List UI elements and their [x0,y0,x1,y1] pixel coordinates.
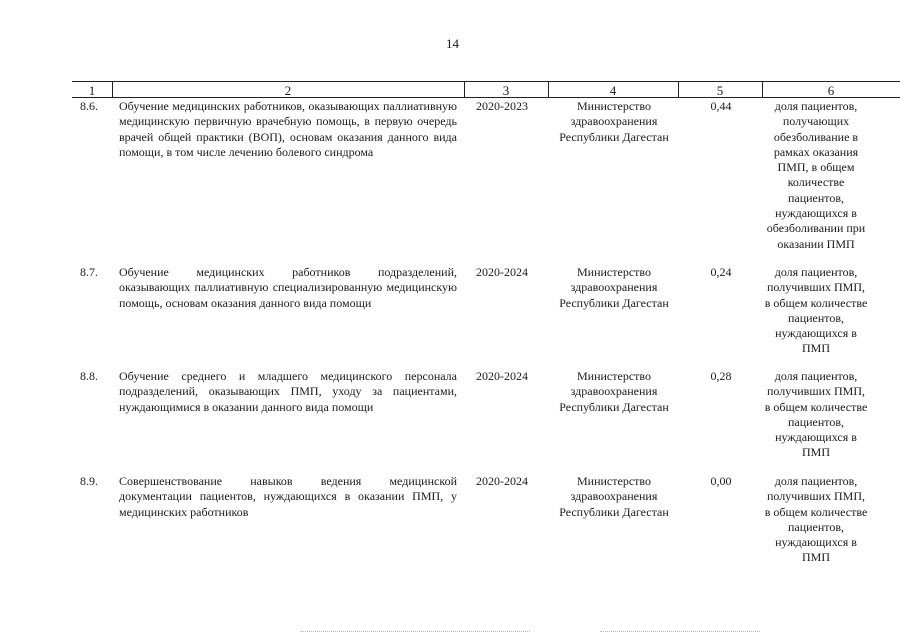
row-value: 0,44 [710,99,732,113]
row-number: 8.6. [80,99,98,113]
row-responsible: Министерство здравоохранения Республики Дагестан [559,265,669,310]
row-indicator: доля пациентов, получивших ПМП, в общем количестве пациентов, нуждающихся в ПМП [764,265,868,356]
page-number: 14 [446,36,459,51]
column-number-1: 1 [88,83,96,98]
row-description: Совершенствование навыков ведения медицинской документации пациентов, нуждающихся в оказании ПМП, у медицинских работников [119,474,457,519]
row-description: Обучение среднего и младшего медицинского персонала подразделений, оказывающих ПМП, уходу за пациентами, нуждающимися в оказании данного вида помощи [119,369,457,414]
table-top-rule [72,81,900,82]
column-number-6: 6 [827,83,835,98]
row-indicator: доля пациентов, получающих обезболивание в рамках оказания ПМП, в общем количестве пациентов, нуждающихся в обезболивании при оказании ПМП [766,99,866,251]
row-period: 2020-2024 [476,369,528,383]
row-description: Обучение медицинских работников подразделений, оказывающих паллиативную специализированную медицинскую помощь, основам оказания данного вида помощи [119,265,457,310]
row-description: Обучение медицинских работников, оказывающих паллиативную медицинскую первичную врачебную помощь, в первую очередь врачей общей практики (ВОП), основам оказания данного вида помощи, в том числе лечению болевого синдрома [119,99,457,159]
scan-artifact [600,631,760,632]
row-value: 0,28 [710,369,732,383]
row-period: 2020-2023 [476,99,528,113]
row-number: 8.7. [80,265,98,279]
column-number-3: 3 [502,83,510,98]
row-indicator: доля пациентов, получивших ПМП, в общем количестве пациентов, нуждающихся в ПМП [764,369,868,460]
row-number: 8.9. [80,474,98,488]
row-number: 8.8. [80,369,98,383]
column-number-5: 5 [716,83,724,98]
row-period: 2020-2024 [476,474,528,488]
row-responsible: Министерство здравоохранения Республики Дагестан [559,99,669,144]
row-period: 2020-2024 [476,265,528,279]
column-number-2: 2 [284,83,292,98]
row-value: 0,00 [710,474,732,488]
row-responsible: Министерство здравоохранения Республики Дагестан [559,369,669,414]
column-number-4: 4 [609,83,617,98]
row-value: 0,24 [710,265,732,279]
row-indicator: доля пациентов, получивших ПМП, в общем количестве пациентов, нуждающихся в ПМП [764,474,868,565]
scan-artifact [300,631,530,632]
row-responsible: Министерство здравоохранения Республики Дагестан [559,474,669,519]
